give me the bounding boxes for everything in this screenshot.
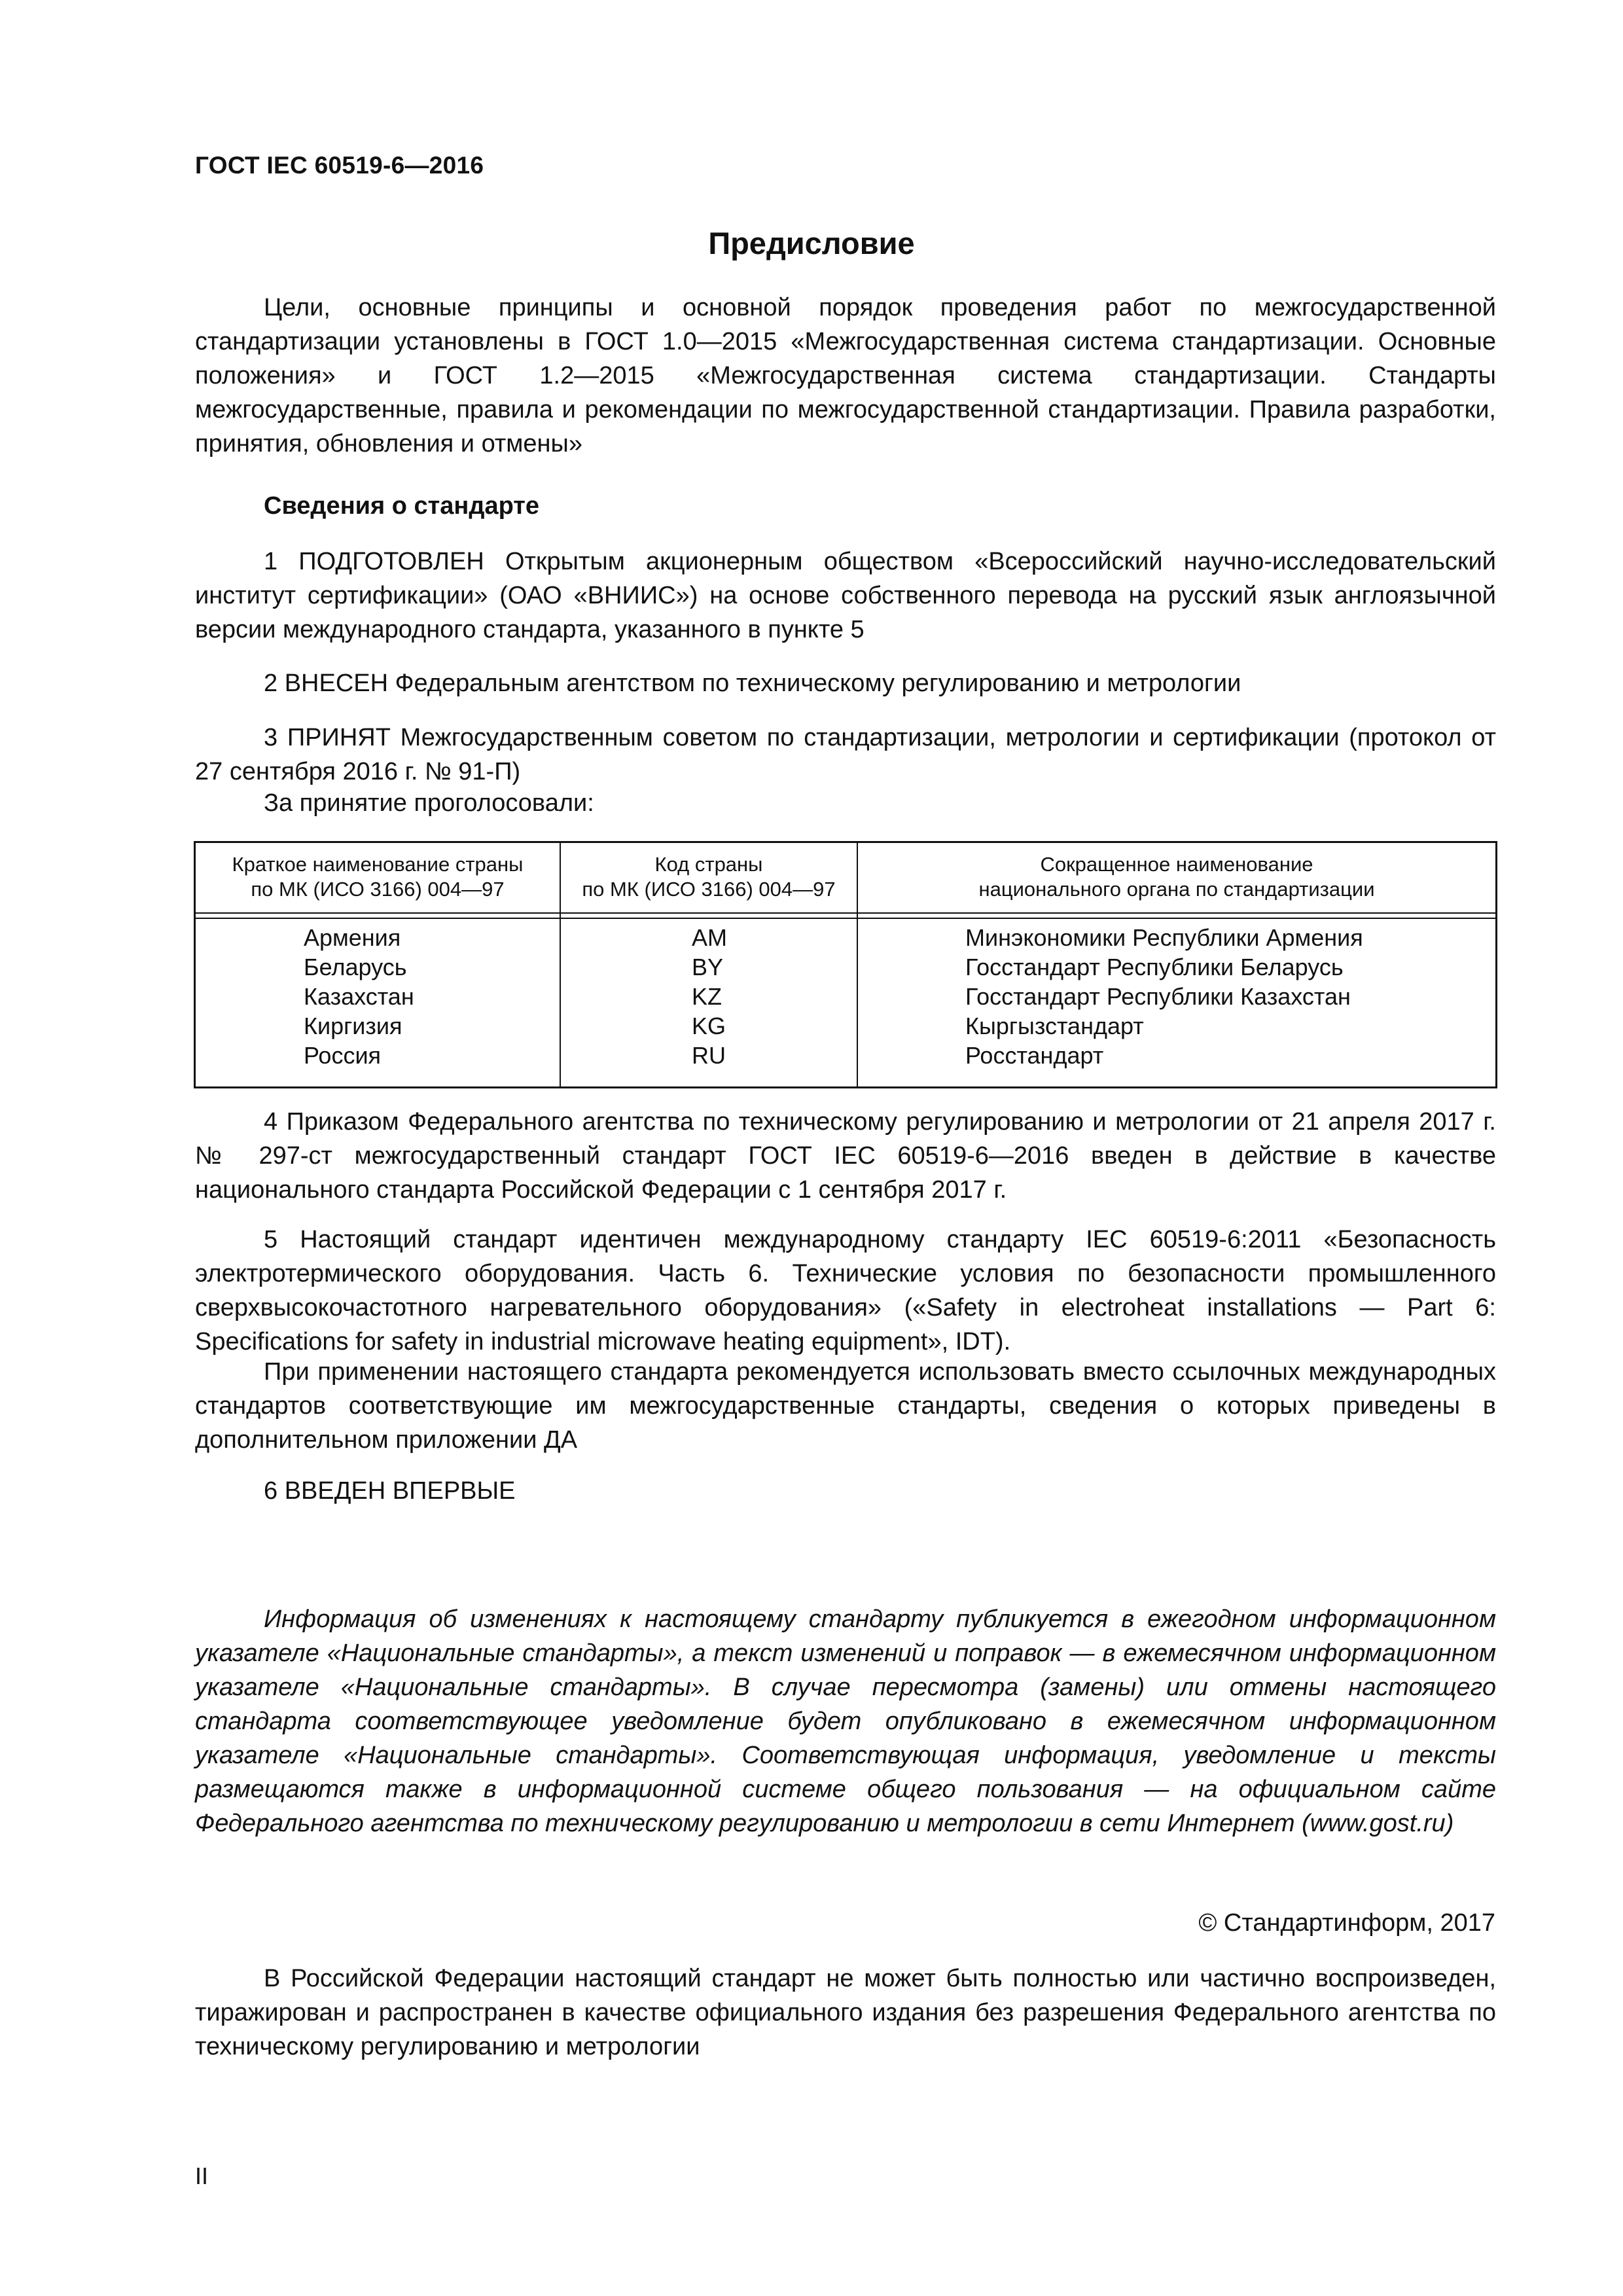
vote-intro: За принятие проголосовали: <box>264 789 594 817</box>
item-5-note: При применении настоящего стандарта рекомендуется использовать вместо ссылочных международных стандартов соответствующие им межгосударственные стандарты, сведения о которых приведены в дополнительном приложении ДА <box>195 1358 1496 1454</box>
item-5-paragraph: 5 Настоящий стандарт идентичен международному стандарту IEC 60519-6:2011 «Безопасность электротермического оборудования. Часть 6. Технические условия по безопасности промышленного сверхвысокочастотного нагревательного оборудования» («Safety in electroheat installations — Part 6: Specifications for safety in industrial microwave heating equipment», IDT). <box>195 1226 1496 1355</box>
table-cell: Госстандарт Республики Беларусь <box>965 954 1344 980</box>
table-cell: RU <box>692 1042 726 1069</box>
table-cell: Казахстан <box>304 983 414 1010</box>
table-cell: Беларусь <box>304 954 407 980</box>
item-6-paragraph: 6 ВВЕДЕН ВПЕРВЫЕ <box>264 1477 516 1505</box>
table-header-divider <box>196 912 1495 914</box>
table-header-line: по МК (ИСО 3166) 004—97 <box>251 878 505 901</box>
table-header-line: Код страны <box>654 853 763 876</box>
table-cell: KZ <box>692 983 722 1010</box>
table-header-body <box>858 852 1495 902</box>
item-4-paragraph: 4 Приказом Федерального агентства по техническому регулированию и метрологии от 21 апреля 2017 г. № 297-ст межгосударственный стандарт ГОСТ IEC 60519-6—2016 введен в действие в качестве национального стандарта Российской Федерации с 1 сентября 2017 г. <box>195 1108 1496 1204</box>
item-2-paragraph: 2 ВНЕСЕН Федеральным агентством по техническому регулированию и метрологии <box>264 670 1241 697</box>
copyright-line: © Стандартинформ, 2017 <box>1198 1909 1495 1937</box>
table-header-line: Сокращенное наименование <box>1040 853 1313 876</box>
table-cell: Минэкономики Республики Армения <box>965 924 1363 951</box>
table-header-line: по МК (ИСО 3166) 004—97 <box>582 878 836 901</box>
table-column-code <box>692 923 727 1070</box>
reproduction-notice: В Российской Федерации настоящий стандарт не может быть полностью или частично воспроизведен, тиражирован и распространен в качестве официального издания без разрешения Федерального агентства по техническому регулированию и метрологии <box>195 1965 1496 2060</box>
table-cell: Росстандарт <box>965 1042 1104 1069</box>
table-cell: Госстандарт Республики Казахстан <box>965 983 1351 1010</box>
table-header-country <box>196 852 560 902</box>
intro-paragraph: Цели, основные принципы и основной порядок проведения работ по межгосударственной стандартизации установлены в ГОСТ 1.0—2015 «Межгосударственная система стандартизации. Основные положения» и ГОСТ 1.2—2015 «Межгосударственная система стандартизации. Стандарты межгосударственные, правила и рекомендации по межгосударственной стандартизации. Правила разработки, принятия, обновления и отмены» <box>195 294 1496 457</box>
table-header-divider <box>196 918 1495 919</box>
table-cell: BY <box>692 954 724 980</box>
changes-notice: Информация об изменениях к настоящему стандарту публикуется в ежегодном информационном указателе «Национальные стандарты», а текст изменений и поправок — в ежемесячном информационном указателе «Национальные стандарты». В случае пересмотра (замены) или отмены настоящего стандарта соответствующее уведомление будет опубликовано в ежемесячном информационном указателе «Национальные стандарты». Соответствующая информация, уведомление и тексты размещаются также в информационной системе общего пользования — на официальном сайте Федерального агентства по техническому регулированию и метрологии в сети Интернет (www.gost.ru) <box>195 1605 1496 1837</box>
table-cell: Кыргызстандарт <box>965 1013 1144 1039</box>
table-column-body <box>965 923 1363 1070</box>
table-header-line: Краткое наименование страны <box>232 853 524 876</box>
standard-code: ГОСТ IEC 60519-6—2016 <box>195 152 484 179</box>
table-cell: Россия <box>304 1042 382 1069</box>
item-1-paragraph: 1 ПОДГОТОВЛЕН Открытым акционерным обществом «Всероссийский научно-исследовательский институт сертификации» (ОАО «ВНИИС») на основе собственного перевода на русский язык англоязычной версии международного стандарта, указанного в пункте 5 <box>195 548 1496 643</box>
item-3-paragraph: 3 ПРИНЯТ Межгосударственным советом по стандартизации, метрологии и сертификации (протокол от 27 сентября 2016 г. № 91-П) <box>195 724 1496 785</box>
table-header-code <box>561 852 857 902</box>
section-heading: Сведения о стандарте <box>264 492 540 520</box>
table-cell: Киргизия <box>304 1013 402 1039</box>
table-column-country <box>304 923 414 1070</box>
table-cell: AM <box>692 924 727 951</box>
table-cell: Армения <box>304 924 401 951</box>
page-number: II <box>195 2162 209 2189</box>
table-header-line: национального органа по стандартизации <box>978 878 1375 901</box>
table-cell: KG <box>692 1013 726 1039</box>
page-title: Предисловие <box>708 226 915 260</box>
voting-table <box>194 841 1497 1088</box>
